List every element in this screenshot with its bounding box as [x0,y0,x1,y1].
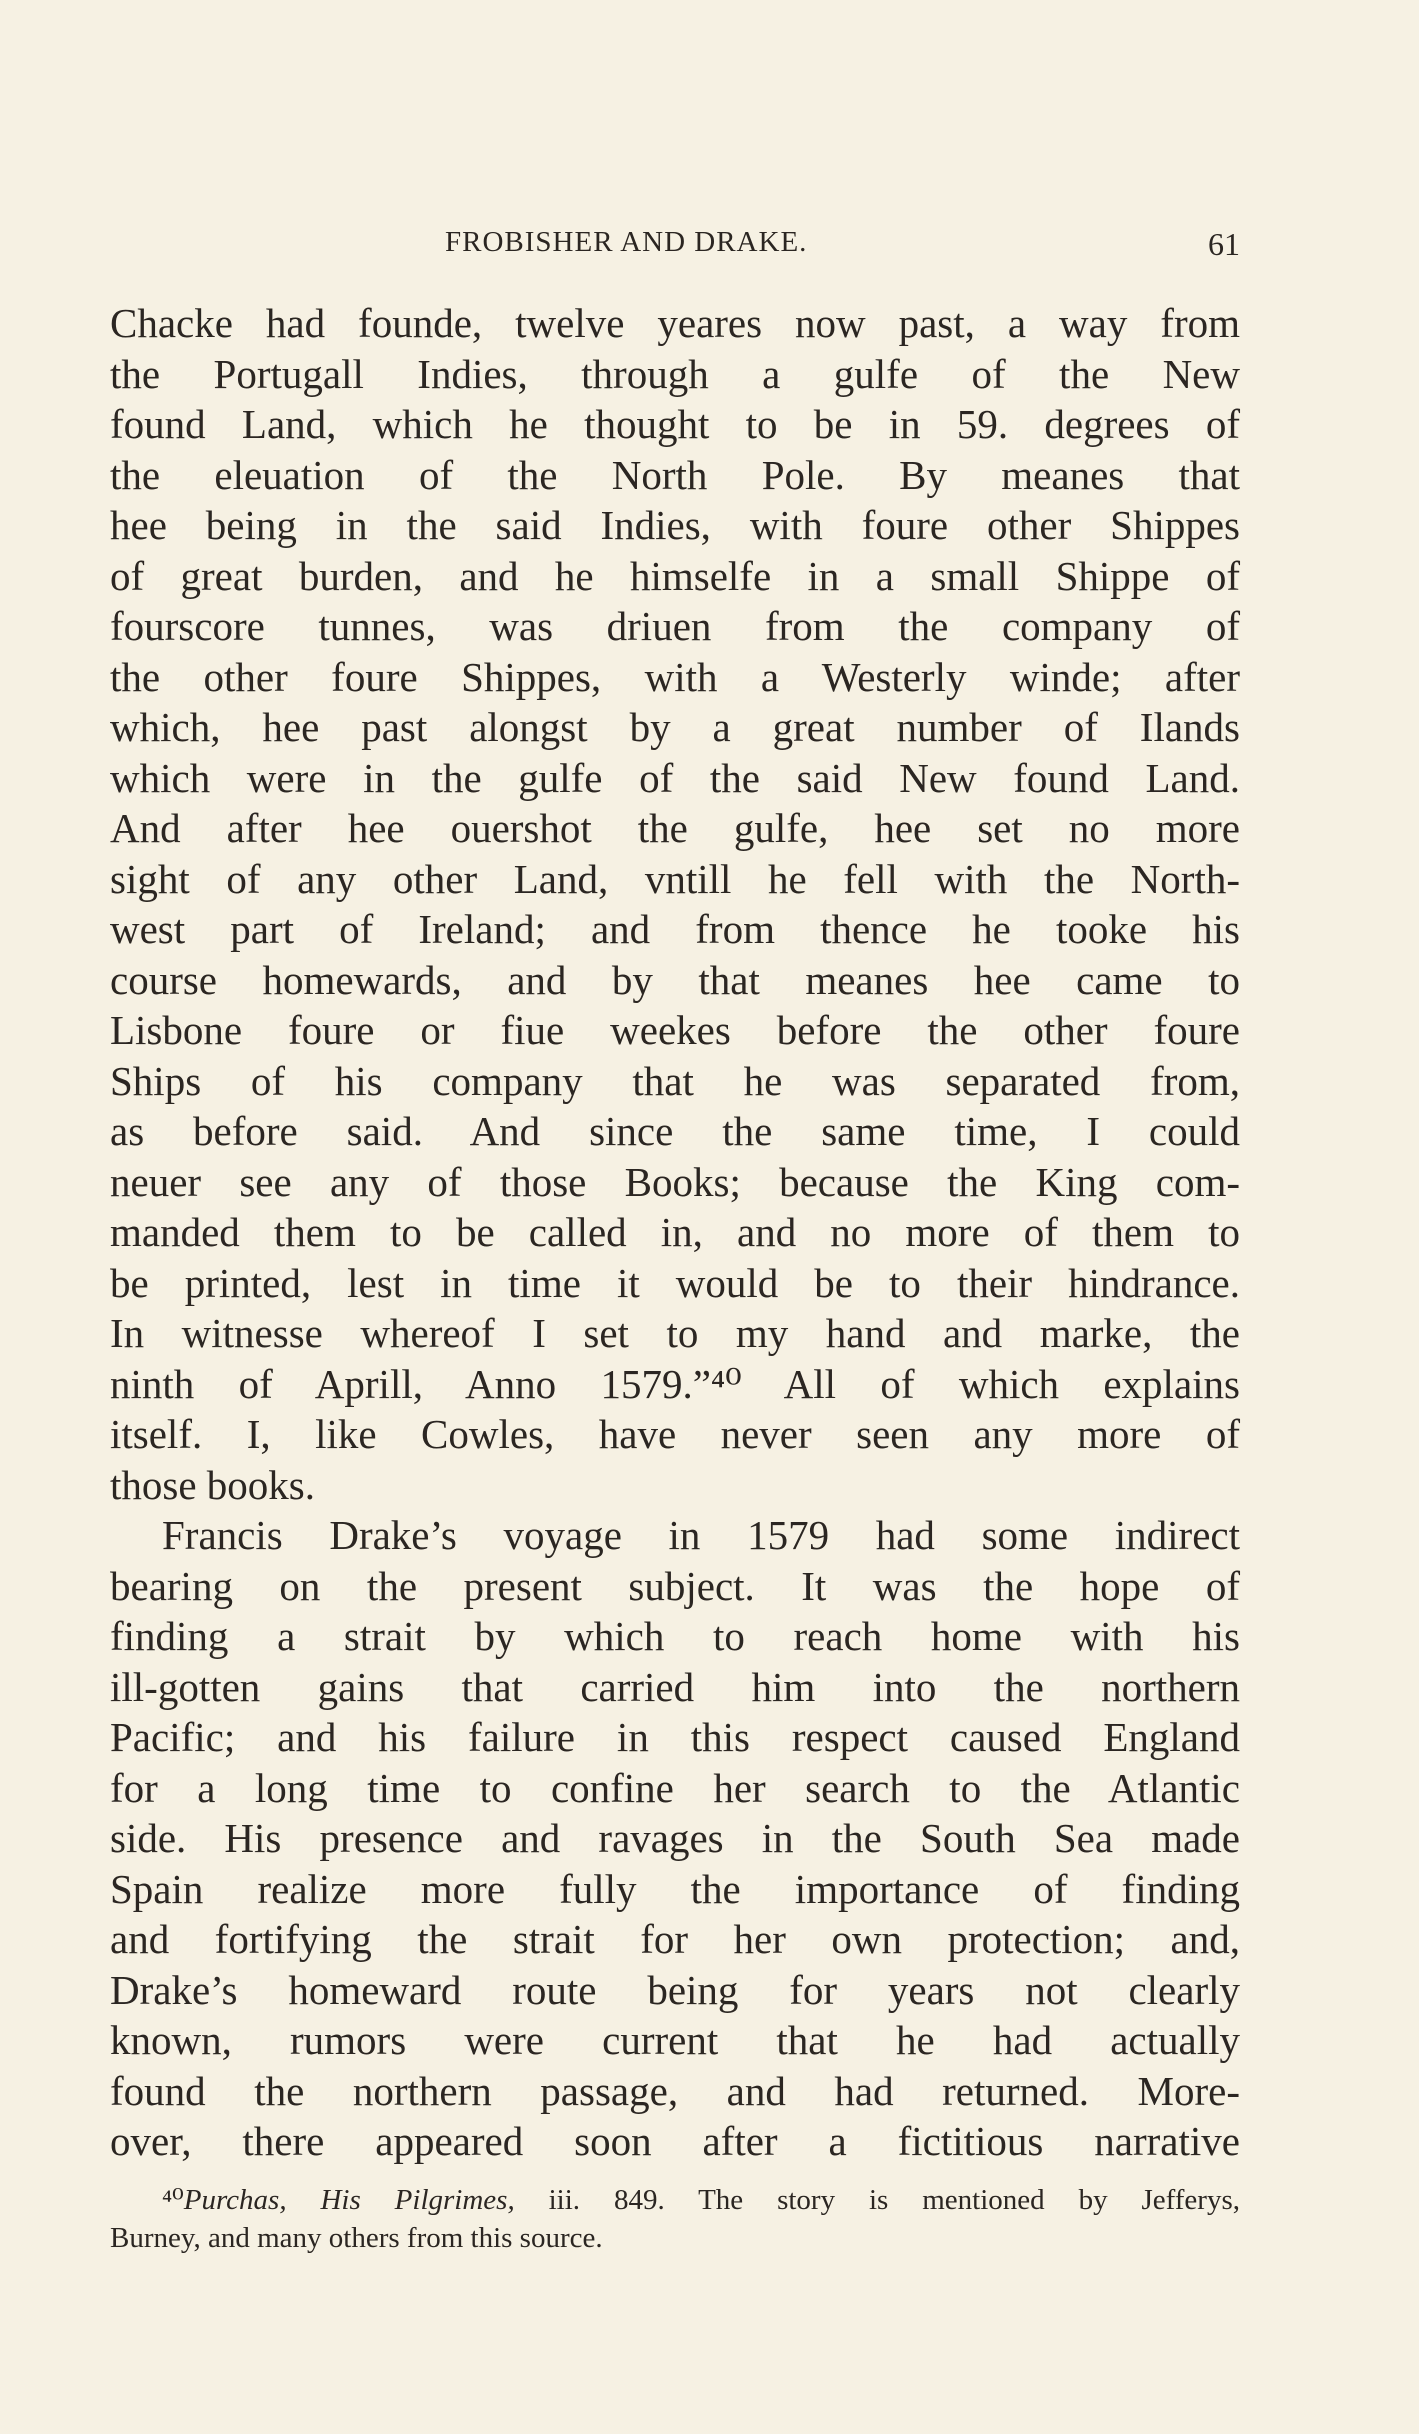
text-line: Spain realize more fully the importance of finding [110,1865,1240,1912]
text-line: neuer see any of those Books; because the King com- [110,1158,1240,1205]
text-line: finding a strait by which to reach home with his [110,1613,1240,1659]
text-line: bearing on the present subject. It was the hope of [110,1562,1240,1609]
text-line: Ships of his company that he was separated from, [110,1057,1240,1104]
text-line: hee being in the said Indies, with foure other Shippes [110,502,1240,548]
footnote-marker: ⁴⁰ [162,2184,184,2216]
running-head [110,226,1240,266]
text-line: In witnesse whereof I set to my hand and marke, the [110,1310,1240,1356]
footnote-source-title: Purchas, His Pilgrimes, [183,2184,515,2216]
text-line: manded them to be called in, and no more of them to [110,1209,1240,1255]
text-line: the eleuation of the North Pole. By meanes that [110,451,1240,498]
text-line: itself. I, like Cowles, have never seen any more of [110,1411,1240,1457]
footnote [110,2181,1240,2257]
text-line: Lisbone foure or fiue weekes before the other foure [110,1007,1240,1053]
text-line: known, rumors were current that he had actually [110,2017,1240,2063]
text-line: ninth of Aprill, Anno 1579.”⁴⁰ All of which explains [110,1360,1240,1407]
paragraph-end-line: those books. [110,1461,315,1508]
text-line: which were in the gulfe of the said New found Land. [110,754,1240,801]
text-line: be printed, lest in time it would be to their hindrance. [110,1259,1240,1306]
text-line: the other foure Shippes, with a Westerly winde; after [110,653,1240,700]
text-line: as before said. And since the same time, I could [110,1108,1240,1154]
text-line: found the northern passage, and had returned. More- [110,2067,1240,2114]
text-line: Drake’s homeward route being for years not clearly [110,1966,1240,2013]
text-line: over, there appeared soon after a fictitious narrative [110,2118,1240,2164]
text-line: which, hee past alongst by a great number of Ilands [110,704,1240,750]
text-line: found Land, which he thought to be in 59. degrees of [110,401,1240,447]
text-line: course homewards, and by that meanes hee came to [110,956,1240,1003]
text-line: Chacke had founde, twelve yeares now past, a way from [110,300,1240,346]
text-line: And after hee ouershot the gulfe, hee set no more [110,805,1240,851]
text-line: and fortifying the strait for her own protection; and, [110,1916,1240,1962]
text-line: of great burden, and he himselfe in a small Shippe of [110,552,1240,599]
footnote-line: Burney, and many others from this source. [110,2222,603,2254]
paragraph-start-line: Francis Drake’s voyage in 1579 had some indirect [162,1512,1240,1558]
running-title: FROBISHER AND DRAKE. [445,226,808,258]
text-line: sight of any other Land, vntill he fell with the North- [110,855,1240,902]
text-line: for a long time to confine her search to the Atlantic [110,1764,1240,1811]
text-line: west part of Ireland; and from thence he tooke his [110,906,1240,952]
text-line: fourscore tunnes, was driuen from the company of [110,603,1240,649]
text-line: the Portugall Indies, through a gulfe of the New [110,350,1240,397]
page-number: 61 [1208,226,1240,262]
text-line: side. His presence and ravages in the South Sea made [110,1815,1240,1861]
text-line: ill-gotten gains that carried him into the northern [110,1663,1240,1710]
text-line: Pacific; and his failure in this respect caused England [110,1714,1240,1760]
footnote-text: iii. 849. The story is mentioned by Jefferys, [514,2184,1240,2216]
body-text [110,298,1240,2167]
footnote-line [110,2181,1240,2219]
